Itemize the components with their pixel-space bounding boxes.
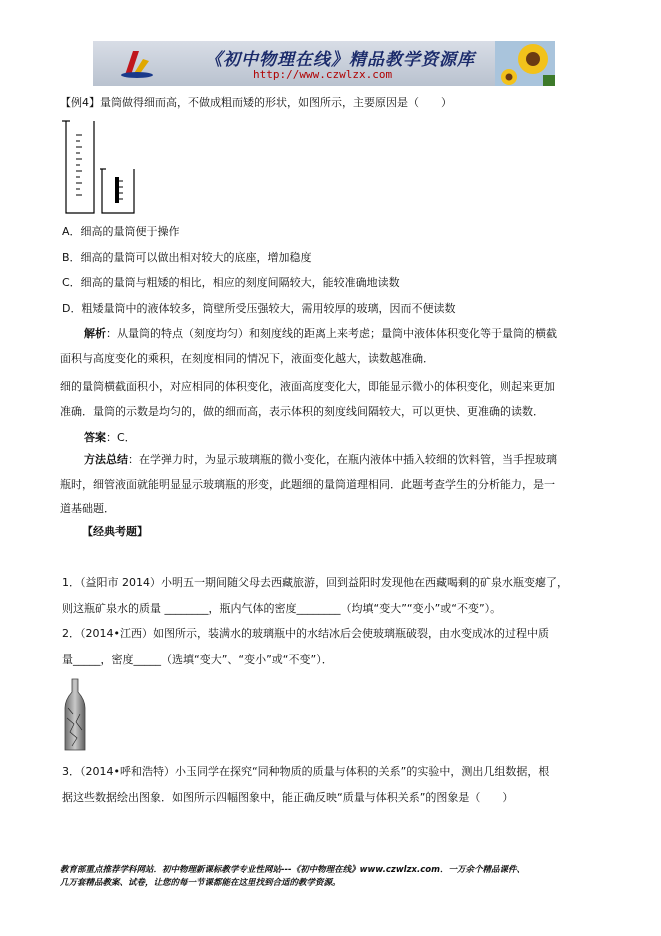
banner-title: 《初中物理在线》精品教学资源库	[205, 50, 475, 70]
question-3-line-1: 3．（2014•呼和浩特）小玉同学在探究“同种物质的质量与体积的关系”的实验中，测出几组数据，根	[62, 765, 550, 778]
broken-bottle-image	[62, 678, 88, 752]
option-c: C．细高的量筒与粗矮的相比，相应的刻度间隔较大，能较准确地读数	[62, 276, 400, 289]
measuring-cylinders-figure	[60, 117, 142, 215]
question-3-line-2: 据这些数据绘出图象．如图所示四幅图象中，能正确反映“质量与体积关系”的图象是（ ）	[62, 791, 514, 804]
sunflower-icon	[495, 41, 555, 86]
question-2-line-1: 2．（2014•江西）如图所示，装满水的玻璃瓶中的水结冰后会使玻璃瓶破裂，由水变成冰的过程中质	[62, 627, 549, 640]
answer-line: 答案：C．	[84, 431, 136, 444]
site-logo-icon	[119, 45, 155, 81]
question-1-line-2: 则这瓶矿泉水的质量 ________，瓶内气体的密度________（均填“变大”“变小”或“不变”）。	[62, 602, 502, 615]
page-footer	[60, 864, 525, 890]
question-2-line-2: 量_____，密度_____（选填“变大”、“变小”或“不变”）．	[62, 653, 333, 666]
analysis-line-2: 面积与高度变化的乘积，在刻度相同的情况下，液面变化越大，读数越准确．	[60, 352, 434, 365]
method-line-1: 方法总结：在学弹力时，为显示玻璃瓶的微小变化，在瓶内液体中插入较细的饮料管，当手捏玻璃	[84, 453, 557, 466]
analysis-line-3: 细的量筒横截面积小，对应相同的体积变化，液面高度变化大，即能显示微小的体积变化，则起来更加	[60, 380, 555, 393]
method-line-2: 瓶时，细管液面就能明显显示玻璃瓶的形变，此题细的量筒道理相同．此题考查学生的分析能力，是一	[60, 478, 555, 491]
method-label: 方法总结	[84, 453, 128, 466]
question-1-line-1: 1．（益阳市 2014）小明五一期间随父母去西藏旅游，回到益阳时发现他在西藏喝剩的矿泉水瓶变瘪了，	[62, 576, 568, 589]
method-line-3: 道基础题．	[60, 502, 115, 515]
analysis-label: 解析	[84, 327, 106, 340]
option-d: D．粗矮量筒中的液体较多，筒壁所受压强较大，需用较厚的玻璃，因而不便读数	[62, 302, 456, 315]
banner-url[interactable]: http://www.czwlzx.com	[253, 68, 393, 81]
analysis-line-1: 解析：从量筒的特点（刻度均匀）和刻度线的距离上来考虑；量筒中液体体积变化等于量筒的横截	[84, 327, 557, 340]
example-question: 【例4】量筒做得细而高，不做成粗而矮的形状，如图所示，主要原因是（ ）	[60, 96, 452, 109]
analysis-line-4: 准确．量筒的示数是均匀的，做的细而高，表示体积的刻度线间隔较大，可以更快、更准确的读数．	[60, 405, 544, 418]
header-banner	[93, 41, 555, 86]
option-b: B．细高的量筒可以做出相对较大的底座，增加稳度	[62, 251, 312, 264]
option-a: A．细高的量筒便于操作	[62, 225, 180, 238]
answer-label: 答案	[84, 431, 106, 444]
footer-line-1: 教育部重点推荐学科网站．初中物理新课标教学专业性网站---《初中物理在线》www.czwlzx.com．一万余个精品课件、	[60, 865, 525, 875]
section-title: 【经典考题】	[82, 525, 148, 538]
footer-line-2: 几万套精品教案、试卷，让您的每一节课都能在这里找到合适的教学资源。	[60, 878, 341, 888]
